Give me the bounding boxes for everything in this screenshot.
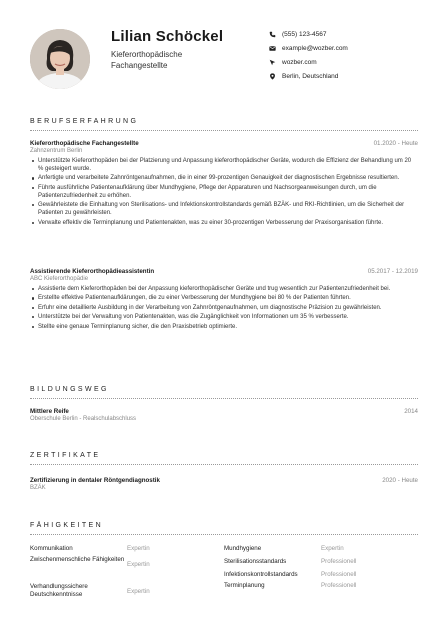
contact-email	[268, 42, 348, 56]
education-entry	[30, 408, 418, 422]
skill-level: Professionell	[321, 558, 357, 565]
skill-level: Expertin	[127, 545, 150, 552]
section-divider	[30, 534, 418, 535]
bullet-item: Anfertigte und verarbeitete Zahnröntgenaufnahmen, die in einer 99-prozentigen Genauigkeit der diagnostischen Ergebnisse resultierten.	[30, 174, 418, 182]
bullet-item: Stellte eine genaue Terminplanung sicher, die den Praxisbetrieb optimierte.	[30, 323, 418, 331]
resume-header	[0, 0, 448, 100]
skill-name: Infektionskontrollstandards	[224, 570, 298, 578]
portrait-icon	[30, 29, 90, 89]
skill-level: Professionell	[321, 571, 357, 578]
contact-list	[268, 28, 348, 83]
section-divider	[30, 130, 418, 131]
education-date: 2014	[404, 408, 418, 415]
skill-item	[224, 543, 418, 556]
skill-name: Verhandlungssichere Deutschkenntnisse	[30, 583, 88, 598]
phone-icon	[268, 30, 277, 39]
experience-entry	[30, 140, 418, 228]
section-title-certificates: ZERTIFIKATE	[30, 452, 101, 459]
skill-level: Expertin	[127, 561, 150, 568]
contact-email-text[interactable]: example@wozber.com	[282, 45, 348, 53]
candidate-title: Kieferorthopädische Fachangestellte	[111, 50, 183, 70]
experience-date: 01.2020 - Heute	[373, 140, 418, 147]
experience-date: 05.2017 - 12.2019	[367, 268, 418, 275]
experience-company: Zahnzentrum Berlin	[30, 148, 83, 154]
skill-item	[224, 556, 418, 569]
skill-name: Sterilisationsstandards	[224, 557, 287, 565]
contact-location	[268, 69, 348, 83]
experience-bullets	[30, 285, 418, 331]
experience-company: ABC Kieferorthopädie	[30, 276, 89, 282]
contact-phone	[268, 28, 348, 42]
experience-bullets	[30, 157, 418, 227]
skill-item	[30, 543, 224, 556]
skill-item	[224, 582, 418, 602]
section-title-skills: FÄHIGKEITEN	[30, 522, 104, 529]
contact-phone-text[interactable]: (555) 123-4567	[282, 31, 327, 39]
bullet-item: Unterstützte bei der Verwaltung von Patientenakten, was die Zugänglichkeit von Informationen um 35 % verbesserte.	[30, 313, 418, 321]
skill-row	[30, 582, 418, 602]
contact-website-text[interactable]: wozber.com	[282, 58, 317, 66]
skill-name: Mundhygiene	[224, 544, 262, 552]
skill-row	[30, 543, 418, 556]
skill-item	[30, 556, 224, 569]
bullet-item: Unterstützte Kieferorthopäden bei der Platzierung und Anpassung kieferorthopädischer Geräte, wodurch die Effizienz der Behandlung um 20 % gesteigert wurde.	[30, 157, 418, 173]
bullet-item: Erstellte effektive Patientenaufklärungen, die zu einer Verbesserung der Mundhygiene bei 80 % der Patienten führten.	[30, 294, 418, 302]
location-icon	[268, 72, 277, 81]
education-title: Mittlere Reife	[30, 408, 69, 415]
link-icon	[268, 58, 277, 67]
skill-name: Kommunikation	[30, 544, 73, 552]
bullet-item: Führte ausführliche Patientenaufklärung über Mundhygiene, Pflege der Apparaturen und Nachsorgeanweisungen durch, um die Patientenzufriedenheit zu erhöhen.	[30, 184, 418, 200]
certificate-entry	[30, 477, 418, 491]
experience-title: Kieferorthopädische Fachangestellte	[30, 140, 139, 147]
bullet-item: Gewährleistete die Einhaltung von Sterilisations- und Infektionskontrollstandards gemäß BZÄK- und RKI-Richtlinien, um die Sicherheit der Patienten zu gewährleisten.	[30, 201, 418, 217]
experience-title: Assistierende Kieferorthopädieassistentin	[30, 268, 155, 275]
skill-name: Zwischenmenschliche Fähigkeiten	[30, 556, 125, 563]
skill-level: Professionell	[321, 582, 357, 589]
certificate-issuer: BZÄK	[30, 485, 46, 491]
section-title-experience: BERUFSERFAHRUNG	[30, 118, 139, 125]
skill-level: Expertin	[127, 587, 150, 595]
profile-photo	[30, 29, 90, 89]
bullet-item: Assistierte dem Kieferorthopäden bei der Anpassung kieferorthopädischer Geräte und trug wesentlich zur Patientenzufriedenheit bei.	[30, 285, 418, 293]
bullet-item: Verwalte effektiv die Terminplanung und Patientenakten, was zu einer 30-prozentigen Verbesserung der Praxisorganisation führte.	[30, 219, 418, 227]
skill-item	[224, 569, 418, 582]
skill-row	[30, 556, 418, 569]
certificate-title: Zertifizierung in dentaler Röntgendiagnostik	[30, 477, 160, 484]
contact-website	[268, 56, 348, 70]
skill-row	[30, 569, 418, 582]
section-title-education: BILDUNGSWEG	[30, 386, 109, 393]
skill-name: Terminplanung	[224, 582, 265, 589]
section-divider	[30, 398, 418, 399]
education-school: Oberschule Berlin - Realschulabschluss	[30, 416, 137, 422]
skill-item	[30, 569, 224, 582]
candidate-name: Lilian Schöckel	[111, 28, 224, 45]
skill-item	[30, 582, 224, 602]
bullet-item: Erfuhr eine detaillierte Ausbildung in der Verarbeitung von Zahnröntgenaufnahmen, um diagnostische Präzision zu gewährleisten.	[30, 304, 418, 312]
contact-location-text: Berlin, Deutschland	[282, 72, 339, 80]
skill-level: Expertin	[321, 545, 344, 552]
skills-grid	[30, 543, 418, 602]
section-divider	[30, 464, 418, 465]
mail-icon	[268, 44, 277, 53]
certificate-date: 2020 - Heute	[382, 477, 418, 484]
experience-entry	[30, 268, 418, 332]
